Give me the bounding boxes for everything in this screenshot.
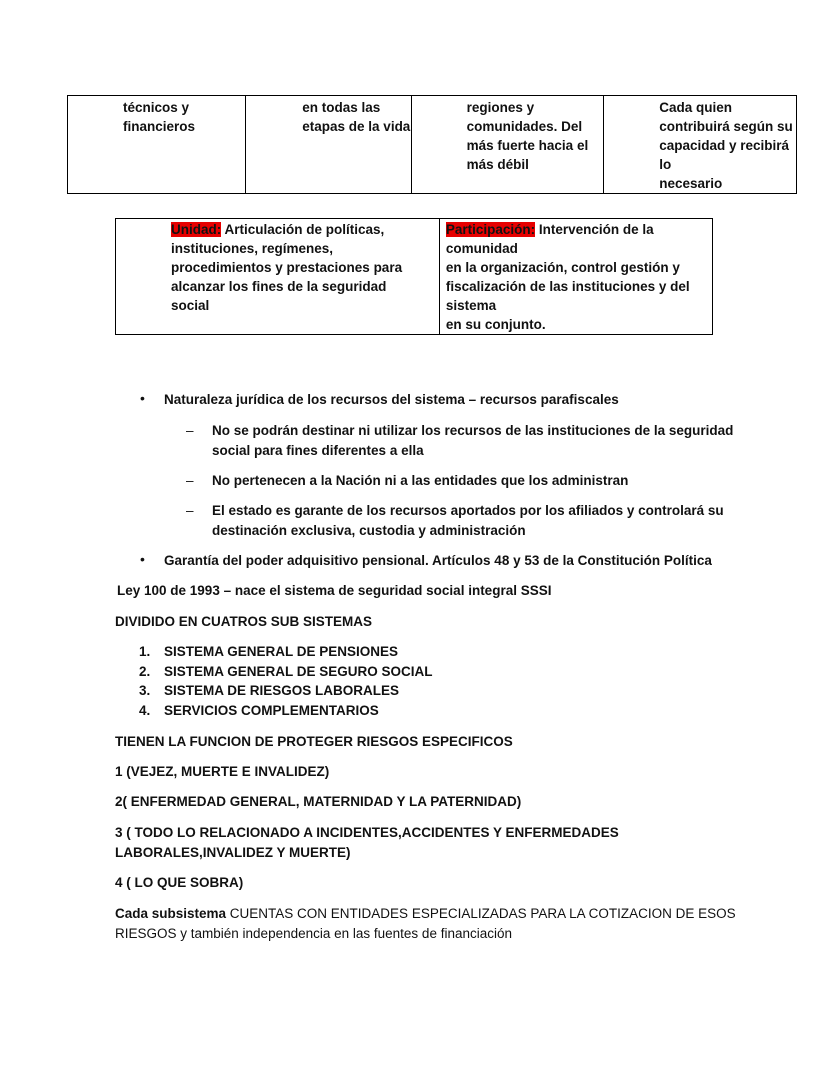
cell-line: comunidades. Del bbox=[466, 119, 583, 134]
numbered-item-num: 4. bbox=[139, 703, 151, 718]
sub-item-line: No pertenecen a la Nación ni a las entidades que los administran bbox=[212, 473, 629, 488]
riesgo-3-line: 3 ( TODO LO RELACIONADO A INCIDENTES,ACCIDENTES Y ENFERMEDADES bbox=[115, 825, 619, 840]
dash-marker: – bbox=[186, 473, 194, 488]
riesgo-2: 2( ENFERMEDAD GENERAL, MATERNIDAD Y LA PATERNIDAD) bbox=[115, 794, 522, 809]
numbered-item-text: SISTEMA DE RIESGOS LABORALES bbox=[164, 683, 400, 698]
ley-paragraph: Ley 100 de 1993 – nace el sistema de seguridad social integral SSSI bbox=[117, 583, 552, 598]
numbered-item-num: 2. bbox=[139, 664, 151, 679]
table-cell bbox=[246, 96, 411, 194]
cell-line: más débil bbox=[466, 157, 529, 172]
cell-line: regiones y bbox=[466, 100, 535, 115]
principles-table-bottom bbox=[115, 218, 713, 335]
cell-line: instituciones, regímenes, bbox=[171, 241, 334, 256]
numbered-item-text: SERVICIOS COMPLEMENTARIOS bbox=[164, 703, 379, 718]
participacion-term: Participación: bbox=[445, 222, 536, 237]
cell-line: procedimientos y prestaciones para bbox=[171, 260, 403, 275]
numbered-item-num: 3. bbox=[139, 683, 151, 698]
cell-line: más fuerte hacia el bbox=[466, 138, 589, 153]
principles-table-top bbox=[67, 95, 797, 194]
bullet-naturaleza: Naturaleza jurídica de los recursos del sistema – recursos parafiscales bbox=[164, 392, 619, 407]
cell-line: etapas de la vida bbox=[302, 119, 411, 134]
final-paragraph-line: RIESGOS y también independencia en las fuentes de financiación bbox=[115, 926, 512, 941]
dash-marker: – bbox=[186, 423, 194, 438]
cell-line: en la organización, control gestión y bbox=[445, 260, 680, 275]
final-bold: Cada subsistema bbox=[115, 906, 227, 921]
cell-line: social bbox=[171, 298, 210, 313]
final-paragraph-line bbox=[115, 904, 736, 923]
cell-line: Cada quien bbox=[659, 100, 732, 115]
cell-line: financieros bbox=[123, 119, 196, 134]
cell-line: en su conjunto. bbox=[445, 317, 546, 332]
bullet-marker: • bbox=[140, 551, 145, 567]
bullet-garantia: Garantía del poder adquisitivo pensional. Artículos 48 y 53 de la Constitución Política bbox=[164, 553, 712, 568]
table-cell bbox=[411, 96, 604, 194]
numbered-item-text: SISTEMA GENERAL DE SEGURO SOCIAL bbox=[164, 664, 433, 679]
dividido-heading: DIVIDIDO EN CUATROS SUB SISTEMAS bbox=[115, 614, 373, 629]
cell-line: alcanzar los fines de la seguridad bbox=[171, 279, 387, 294]
riesgo-3-line: LABORALES,INVALIDEZ Y MUERTE) bbox=[115, 845, 351, 860]
sub-item-line: destinación exclusiva, custodia y administración bbox=[212, 523, 526, 538]
tienen-heading: TIENEN LA FUNCION DE PROTEGER RIESGOS ESPECIFICOS bbox=[115, 734, 513, 749]
unidad-term: Unidad: bbox=[171, 222, 222, 237]
cell-line: fiscalización de las instituciones y del sistema bbox=[445, 279, 690, 313]
riesgo-4: 4 ( LO QUE SOBRA) bbox=[115, 875, 244, 890]
sub-item-line: El estado es garante de los recursos aportados por los afiliados y controlará su bbox=[212, 503, 724, 518]
table-cell bbox=[68, 96, 246, 194]
table-cell bbox=[604, 96, 797, 194]
cell-line: técnicos y bbox=[123, 100, 190, 115]
cell-text: Articulación de políticas, bbox=[221, 222, 385, 237]
final-text: CUENTAS CON ENTIDADES ESPECIALIZADAS PARA LA COTIZACION DE ESOS bbox=[226, 906, 736, 921]
cell-line: en todas las bbox=[302, 100, 381, 115]
cell-text: Intervención de la comunidad bbox=[445, 222, 654, 256]
dash-marker: – bbox=[186, 503, 194, 518]
cell-line: capacidad y recibirá lo bbox=[659, 138, 790, 172]
sub-item-line: No se podrán destinar ni utilizar los recursos de las instituciones de la seguridad bbox=[212, 423, 734, 438]
cell-line: contribuirá según su bbox=[659, 119, 793, 134]
numbered-item-num: 1. bbox=[139, 644, 151, 659]
unidad-cell bbox=[116, 219, 440, 335]
cell-line: necesario bbox=[659, 176, 723, 191]
riesgo-1: 1 (VEJEZ, MUERTE E INVALIDEZ) bbox=[115, 764, 330, 779]
participacion-cell bbox=[439, 219, 712, 335]
bullet-marker: • bbox=[140, 390, 145, 406]
cell-line bbox=[171, 220, 439, 239]
sub-item-line: social para fines diferentes a ella bbox=[212, 443, 424, 458]
cell-line bbox=[446, 220, 712, 258]
numbered-item-text: SISTEMA GENERAL DE PENSIONES bbox=[164, 644, 399, 659]
